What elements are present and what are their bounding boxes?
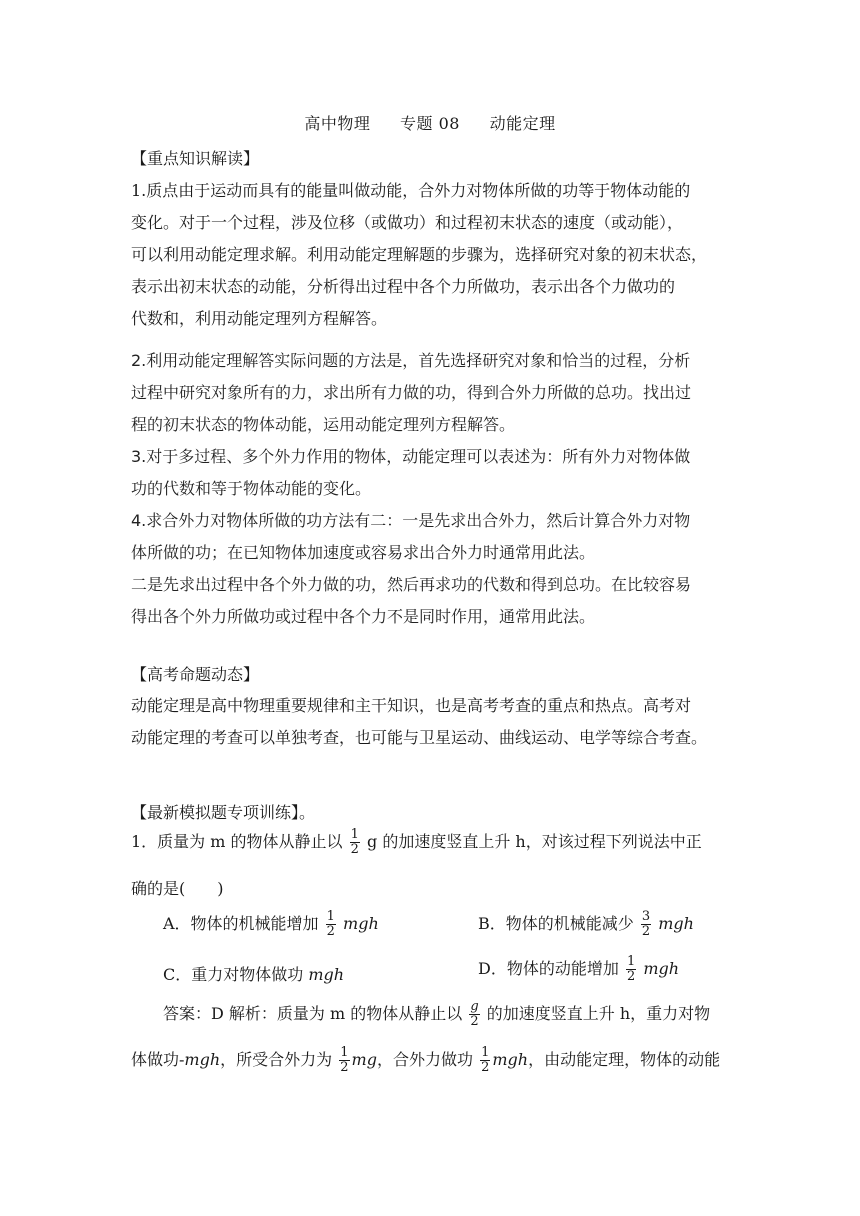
- answer-formula: mgh: [492, 1050, 529, 1069]
- paragraph-line: 代数和，利用动能定理列方程解答。: [131, 309, 388, 328]
- question-1-stem-end: 确的是( ): [131, 879, 224, 898]
- question-1-stem: [131, 828, 702, 857]
- fraction-numerator: 1: [481, 1045, 490, 1060]
- section-heading-practice: 【最新模拟题专项训练】。: [131, 803, 316, 822]
- fraction-numerator: 3: [641, 909, 651, 924]
- fraction-numerator: 1: [326, 909, 335, 924]
- title-subject: 高中物理: [304, 114, 371, 133]
- paragraph-line: 1.质点由于运动而具有的能量叫做动能，合外力对物体所做的功等于物体动能的: [131, 181, 691, 200]
- scanned-paragraphs: [131, 345, 751, 633]
- paragraph-1: [131, 175, 731, 335]
- option-formula: mgh: [308, 965, 345, 984]
- option-d: [478, 955, 679, 984]
- fraction-denominator: 2: [481, 1060, 490, 1075]
- option-a: [163, 910, 379, 939]
- option-text: B．物体的机械能减少: [478, 914, 634, 933]
- fraction: [469, 1000, 479, 1029]
- fraction-denominator: 2: [470, 1014, 479, 1029]
- fraction: [641, 910, 651, 939]
- paragraph-line: 功的代数和等于物体动能的变化。: [131, 479, 372, 498]
- answer-line-2: [131, 1046, 720, 1075]
- fraction-denominator: 2: [626, 969, 636, 984]
- fraction: [626, 955, 636, 984]
- option-text: C．重力对物体做功: [163, 965, 309, 984]
- title-name: 动能定理: [489, 114, 556, 133]
- option-b: [478, 910, 694, 939]
- answer-text: ，合外力做功: [376, 1050, 473, 1069]
- answer-text: ，所受合外力为: [220, 1050, 333, 1069]
- paragraph-line: 3.对于多过程、多个外力作用的物体，动能定理可以表述为：所有外力对物体做: [131, 447, 691, 466]
- question-stem-text: g 的加速度竖直上升 h，对该过程下列说法中正: [367, 832, 702, 851]
- answer-text: ，由动能定理，物体的动能: [528, 1050, 721, 1069]
- paragraph-line: 变化。对于一个过程，涉及位移（或做功）和过程初末状态的速度（或动能），: [131, 213, 684, 232]
- paragraph-exam-trends: [131, 690, 731, 754]
- fraction-numerator: 1: [350, 827, 359, 842]
- option-c: [163, 962, 344, 985]
- fraction-denominator: 2: [641, 924, 651, 939]
- question-stem-text: 1．质量为 m 的物体从静止以: [131, 832, 343, 851]
- paragraph-line: 程的初末状态的物体动能，运用动能定理列方程解答。: [131, 415, 516, 434]
- title-topic: 专题 08: [400, 114, 460, 133]
- fraction-numerator: g: [470, 999, 479, 1014]
- section-heading-exam-trends: 【高考命题动态】: [131, 665, 260, 684]
- option-formula: mgh: [343, 914, 379, 933]
- section-heading-key-knowledge: 【重点知识解读】: [131, 149, 260, 168]
- answer-formula: mg: [351, 1050, 377, 1069]
- answer-text: 的加速度竖直上升 h，重力对物: [486, 1004, 711, 1023]
- fraction: [326, 910, 336, 939]
- option-text: A．物体的机械能增加: [163, 914, 319, 933]
- fraction-denominator: 2: [326, 924, 335, 939]
- fraction: [350, 828, 360, 857]
- paragraph-line: 可以利用动能定理求解。利用动能定理解题的步骤为，选择研究对象的初末状态，: [131, 245, 708, 264]
- answer-text: 答案：D 解析：质量为 m 的物体从静止以: [163, 1004, 463, 1023]
- option-formula: mgh: [643, 959, 680, 978]
- answer-line-1: [163, 1000, 710, 1029]
- option-formula: mgh: [658, 914, 694, 933]
- page-title: [0, 111, 860, 134]
- fraction-numerator: 1: [626, 954, 636, 969]
- option-text: D．物体的动能增加: [478, 959, 619, 978]
- paragraph-line: 体所做的功；在已知物体加速度或容易求出合外力时通常用此法。: [131, 543, 596, 562]
- fraction-denominator: 2: [340, 1060, 349, 1075]
- fraction-denominator: 2: [350, 842, 359, 857]
- fraction-numerator: 1: [340, 1045, 349, 1060]
- fraction: [339, 1046, 349, 1075]
- paragraph-line: 得出各个外力所做功或过程中各个力不是同时作用，通常用此法。: [131, 607, 596, 626]
- paragraph-line: 动能定理是高中物理重要规律和主干知识，也是高考考查的重点和热点。高考对: [131, 696, 692, 715]
- answer-formula: mgh: [184, 1050, 221, 1069]
- fraction: [480, 1046, 490, 1075]
- paragraph-line: 表示出初末状态的动能，分析得出过程中各个力所做功，表示出各个力做功的: [131, 277, 676, 296]
- answer-text: 体做功-: [131, 1050, 185, 1069]
- paragraph-line: 动能定理的考查可以单独考查，也可能与卫星运动、曲线运动、电学等综合考查。: [131, 728, 708, 747]
- paragraph-line: 过程中研究对象所有的力，求出所有力做的功，得到合外力所做的总功。找出过: [131, 383, 692, 402]
- paragraph-line: 二是先求出过程中各个外力做的功，然后再求功的代数和得到总功。在比较容易: [131, 575, 692, 594]
- paragraph-line: 2.利用动能定理解答实际问题的方法是，首先选择研究对象和恰当的过程，分析: [131, 351, 691, 370]
- paragraph-line: 4.求合外力对物体所做的功方法有二：一是先求出合外力，然后计算合外力对物: [131, 511, 691, 530]
